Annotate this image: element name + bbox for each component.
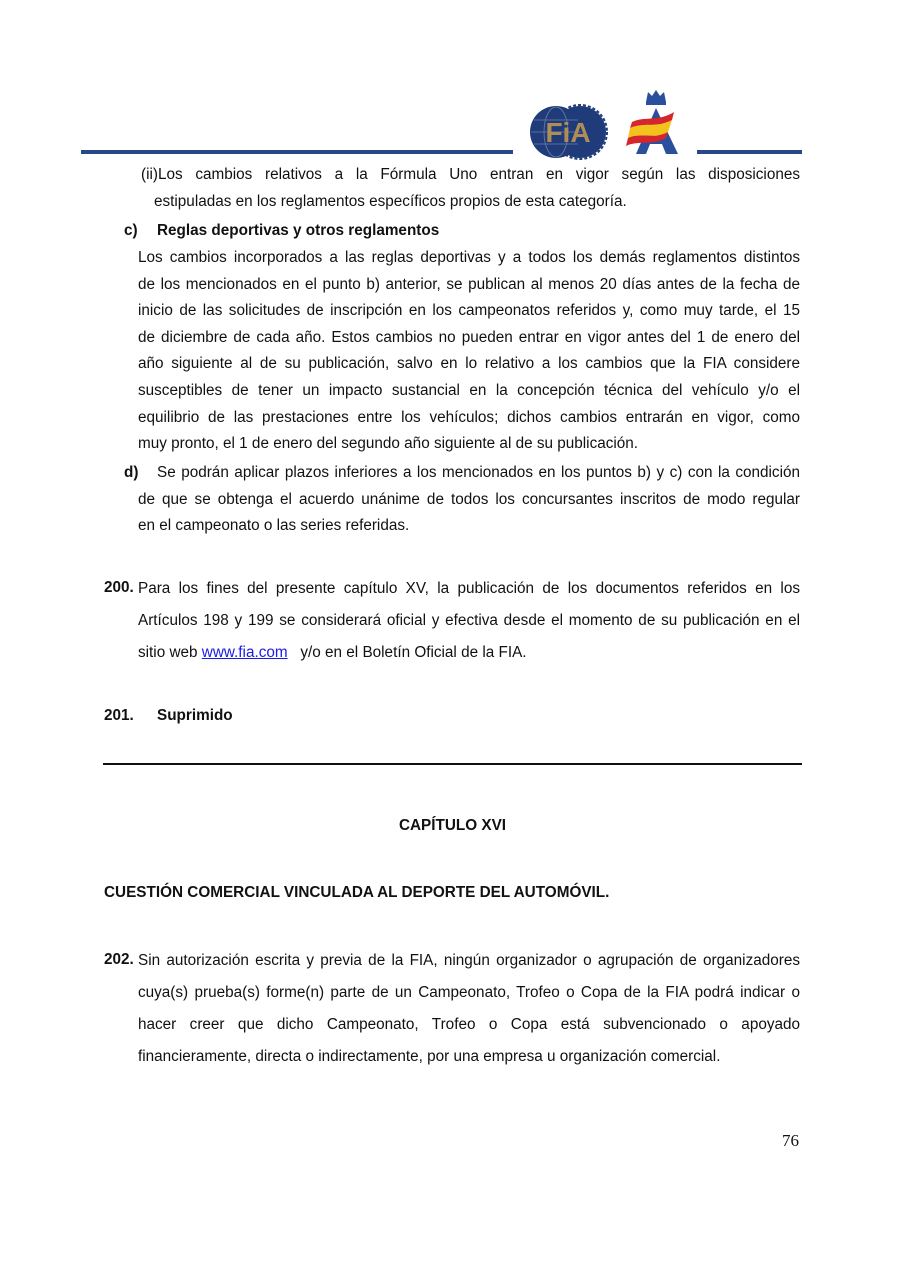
rfea-logo-icon	[624, 88, 688, 156]
text-line: Artículos 198 y 199 se considerará oficial y efectiva desde el momento de su publicación en el	[138, 612, 800, 629]
item-c-title: Reglas deportivas y otros reglamentos	[157, 222, 440, 239]
section-divider	[103, 763, 802, 765]
chapter-title: CAPÍTULO XVI	[398, 817, 507, 834]
text-line: Sin autorización escrita y previa de la FIA, ningún organizador o agrupación de organizadores	[138, 952, 800, 969]
text-line: muy pronto, el 1 de enero del segundo año siguiente al de su publicación.	[138, 435, 639, 453]
chapter-subtitle: CUESTIÓN COMERCIAL VINCULADA AL DEPORTE DEL AUTOMÓVIL.	[104, 884, 610, 901]
item-d-paragraph	[138, 460, 800, 540]
article-200-paragraph	[138, 573, 800, 669]
text-line: equilibrio de las prestaciones entre los vehículos; dichos cambios entrarán en vigor, como	[138, 408, 800, 426]
text-line: inicio de las solicitudes de inscripción en los campeonatos referidos y, como muy tarde, el 15	[138, 302, 800, 320]
text-line: en el campeonato o las series referidas.	[138, 517, 410, 535]
text-line: de los mencionados en el punto b) anterior, se publican al menos 20 días antes de la fecha de	[138, 275, 800, 293]
text-line: Se podrán aplicar plazos inferiores a los mencionados en los puntos b) y c) con la condición	[157, 464, 800, 481]
text-line	[138, 637, 800, 669]
svg-text:FiA: FiA	[545, 117, 591, 148]
article-201-number: 201.	[104, 707, 134, 724]
text-line: año siguiente al de su publicación, salvo en lo relativo a los cambios que la FIA considere	[138, 355, 800, 373]
article-202-paragraph	[138, 945, 800, 1073]
text-line: cuya(s) prueba(s) forme(n) parte de un Campeonato, Trofeo o Copa de la FIA podrá indicar o	[138, 984, 800, 1001]
item-d-label: d)	[124, 464, 139, 481]
item-c-label: c)	[124, 222, 138, 239]
article-201-text: Suprimido	[157, 707, 233, 724]
text-line: hacer creer que dicho Campeonato, Trofeo o Copa está subvencionado o apoyado	[138, 1016, 800, 1033]
header-rule-right	[697, 150, 802, 154]
text-line: susceptibles de tener un impacto sustancial en la concepción técnica del vehículo y/o el	[138, 381, 800, 399]
page-number: 76	[782, 1131, 799, 1150]
text-line: estipuladas en los reglamentos específicos propios de esta categoría.	[154, 192, 627, 210]
text-line: (ii)Los cambios relativos a la Fórmula Uno entran en vigor según las disposiciones	[141, 166, 800, 183]
text-fragment: sitio web	[138, 644, 202, 661]
text-line: de diciembre de cada año. Estos cambios no pueden entrar en vigor antes del 1 de enero del	[138, 328, 800, 346]
article-202-number: 202.	[104, 951, 134, 968]
item-c-paragraph	[138, 245, 800, 458]
article-200-number: 200.	[104, 579, 134, 596]
header-rule-left	[81, 150, 513, 154]
text-line: financieramente, directa o indirectamente, por una empresa u organización comercial.	[138, 1048, 721, 1065]
text-line: de que se obtenga el acuerdo unánime de todos los concursantes inscritos de modo regular	[138, 490, 800, 508]
item-ii-paragraph	[141, 162, 800, 215]
text-line: Para los fines del presente capítulo XV, la publicación de los documentos referidos en los	[138, 580, 800, 597]
text-fragment: y/o en el Boletín Oficial de la FIA.	[287, 644, 527, 661]
fia-website-link[interactable]: www.fia.com	[201, 644, 288, 661]
text-line: Los cambios incorporados a las reglas deportivas y a todos los demás reglamentos distintos	[138, 249, 800, 266]
fia-logo-icon	[528, 104, 608, 160]
